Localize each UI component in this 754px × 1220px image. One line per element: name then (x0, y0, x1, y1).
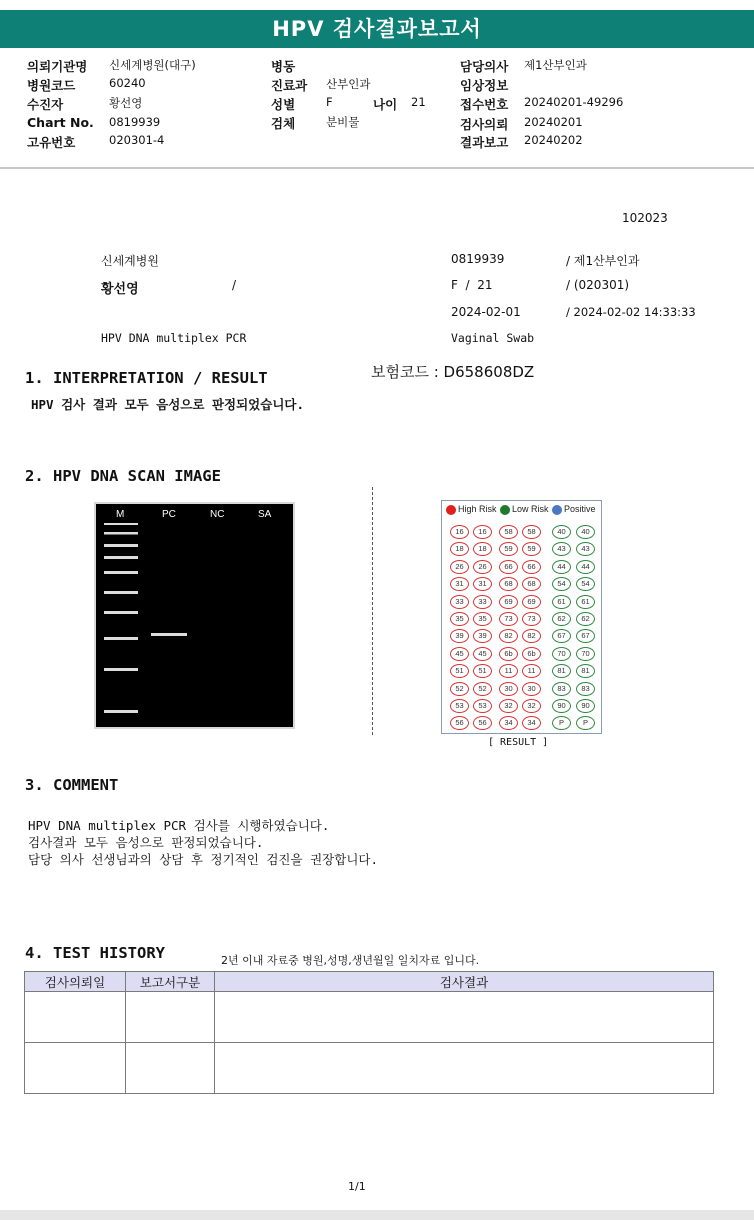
hpv-type-marker: 6b (499, 647, 518, 661)
legend-positive: Positive (564, 504, 596, 514)
history-col-report-type: 보고서구분 (126, 972, 215, 992)
hpv-type-marker: 90 (552, 699, 571, 713)
info-date1: 2024-02-01 (451, 305, 521, 319)
history-col-result: 검사결과 (215, 972, 714, 992)
hpv-type-marker: 11 (499, 664, 518, 678)
receipt-label: 접수번호 (460, 97, 509, 112)
hpv-scan-panel (441, 500, 602, 734)
hpv-type-marker: 40 (552, 525, 571, 539)
info-hospital: 신세계병원 (101, 254, 159, 268)
hpv-type-marker: 54 (576, 577, 595, 591)
report-number: 102023 (622, 211, 668, 225)
doctor-label: 담당의사 (460, 59, 509, 74)
hpv-type-marker: 39 (450, 629, 469, 643)
hpv-type-marker: 73 (499, 612, 518, 626)
hpv-type-marker: 32 (499, 699, 518, 713)
page-number: 1/1 (348, 1180, 366, 1193)
hpv-type-marker: 51 (473, 664, 492, 678)
hpv-type-marker: 33 (450, 595, 469, 609)
history-note: 2년 이내 자료중 병원,성명,생년월일 일치자료 입니다. (221, 954, 480, 967)
id-label: 고유번호 (27, 135, 76, 150)
hpv-type-marker: 53 (473, 699, 492, 713)
positive-dot (552, 505, 562, 515)
request-value: 20240201 (524, 115, 583, 129)
hpv-type-marker: 82 (522, 629, 541, 643)
hpv-type-marker: 26 (450, 560, 469, 574)
patient-label: 수진자 (27, 97, 64, 112)
info-specimen: Vaginal Swab (451, 331, 535, 345)
high-risk-dot (446, 505, 456, 515)
hpv-type-marker: 51 (450, 664, 469, 678)
info-name-slash: / (232, 278, 237, 292)
hpv-type-marker: 70 (552, 647, 571, 661)
legend-high-risk: High Risk (458, 504, 497, 514)
hpv-type-marker: 45 (450, 647, 469, 661)
table-row (25, 992, 714, 1043)
hpv-type-marker: 56 (450, 716, 469, 730)
hpv-type-marker: 62 (552, 612, 571, 626)
section-1-title: 1. INTERPRETATION / RESULT (25, 369, 268, 387)
table-cell (25, 1043, 126, 1094)
hpv-type-marker: 61 (552, 595, 571, 609)
hpv-type-marker: 83 (576, 682, 595, 696)
hpv-type-marker: 68 (499, 577, 518, 591)
hpv-type-marker: 44 (576, 560, 595, 574)
marker-band (104, 611, 138, 614)
specimen-value: 분비물 (326, 115, 360, 129)
doctor-value: 제1산부인과 (524, 58, 587, 72)
hpv-type-marker: 52 (473, 682, 492, 696)
table-cell (25, 992, 126, 1043)
info-sex-age: F / 21 (451, 278, 493, 292)
hpv-type-marker: 54 (552, 577, 571, 591)
table-row (25, 1043, 714, 1094)
hpv-type-marker: 39 (473, 629, 492, 643)
hpv-type-marker: 90 (576, 699, 595, 713)
section-4-title: 4. TEST HISTORY (25, 944, 165, 962)
hpv-type-marker: 66 (499, 560, 518, 574)
hpv-type-marker: 62 (576, 612, 595, 626)
dept-value: 산부인과 (326, 77, 371, 91)
hpv-type-marker: 69 (499, 595, 518, 609)
hpv-type-marker: 68 (522, 577, 541, 591)
hpv-type-marker: 35 (473, 612, 492, 626)
report-title: HPV 검사결과보고서 (0, 10, 754, 48)
marker-band (104, 710, 138, 713)
header-divider (0, 167, 754, 169)
age-value: 21 (411, 95, 426, 109)
hpv-type-marker: P (552, 716, 571, 730)
clinical-label: 임상정보 (460, 78, 509, 93)
hpv-type-marker: 16 (473, 525, 492, 539)
section-2-title: 2. HPV DNA SCAN IMAGE (25, 467, 221, 485)
hpv-type-marker: 58 (522, 525, 541, 539)
hpv-type-marker: 59 (499, 542, 518, 556)
marker-band (104, 523, 138, 525)
hpv-type-marker: P (576, 716, 595, 730)
ward-label: 병동 (271, 59, 296, 74)
hpv-type-marker: 6b (522, 647, 541, 661)
hpv-type-marker: 81 (552, 664, 571, 678)
pc-band (151, 633, 187, 636)
hpv-type-marker: 30 (522, 682, 541, 696)
scan-caption: [ RESULT ] (488, 737, 549, 748)
hpv-type-marker: 52 (450, 682, 469, 696)
marker-band (104, 668, 138, 671)
history-header-row (25, 972, 714, 992)
sex-label: 성별 (271, 97, 296, 112)
hpv-type-marker: 70 (576, 647, 595, 661)
id-value: 020301-4 (109, 133, 165, 147)
insurance-code: 보험코드 : D658608DZ (371, 363, 535, 381)
hpv-type-marker: 34 (499, 716, 518, 730)
result-label: 결과보고 (460, 135, 509, 150)
lane-label-m: M (116, 509, 125, 520)
specimen-label: 검체 (271, 116, 296, 131)
hpv-type-marker: 26 (473, 560, 492, 574)
code-value: 60240 (109, 76, 146, 90)
comment-line: HPV DNA multiplex PCR 검사를 시행하였습니다. (28, 818, 330, 833)
hpv-type-marker: 53 (450, 699, 469, 713)
hpv-type-marker: 58 (499, 525, 518, 539)
history-col-request-date: 검사의뢰일 (25, 972, 126, 992)
request-label: 검사의뢰 (460, 117, 509, 132)
marker-band (104, 571, 138, 574)
hpv-type-marker: 67 (552, 629, 571, 643)
marker-band (104, 544, 138, 547)
comment-line: 검사결과 모두 음성으로 판정되었습니다. (28, 835, 264, 850)
table-cell (126, 992, 215, 1043)
hpv-type-marker: 43 (552, 542, 571, 556)
hpv-type-marker: 59 (522, 542, 541, 556)
section-1-result: HPV 검사 결과 모두 음성으로 판정되었습니다. (31, 397, 305, 412)
chart-label: Chart No. (27, 115, 94, 130)
hpv-type-marker: 66 (522, 560, 541, 574)
hpv-type-marker: 11 (522, 664, 541, 678)
hpv-type-marker: 56 (473, 716, 492, 730)
lane-label-nc: NC (210, 509, 225, 520)
patient-value: 황선영 (109, 96, 143, 110)
hospital-label: 의뢰기관명 (27, 59, 88, 74)
section-3-title: 3. COMMENT (25, 776, 119, 794)
table-cell (215, 992, 714, 1043)
hpv-type-marker: 18 (473, 542, 492, 556)
gel-image (94, 502, 295, 729)
hpv-type-marker: 43 (576, 542, 595, 556)
hpv-type-marker: 16 (450, 525, 469, 539)
receipt-value: 20240201-49296 (524, 95, 624, 109)
dept-label: 진료과 (271, 78, 308, 93)
hpv-type-marker: 69 (522, 595, 541, 609)
hpv-type-marker: 81 (576, 664, 595, 678)
history-table (24, 971, 714, 1094)
info-method: HPV DNA multiplex PCR (101, 331, 247, 345)
marker-band (104, 637, 138, 640)
hpv-type-marker: 34 (522, 716, 541, 730)
age-label: 나이 (373, 97, 398, 112)
hpv-type-marker: 83 (552, 682, 571, 696)
marker-band (104, 532, 138, 535)
table-cell (215, 1043, 714, 1094)
hpv-type-marker: 33 (473, 595, 492, 609)
hpv-type-marker: 31 (450, 577, 469, 591)
hpv-type-marker: 32 (522, 699, 541, 713)
hpv-type-marker: 18 (450, 542, 469, 556)
marker-band (104, 591, 138, 594)
hpv-type-marker: 67 (576, 629, 595, 643)
lane-label-pc: PC (162, 509, 176, 520)
hospital-value: 신세계병원(대구) (109, 58, 196, 72)
info-date2: / 2024-02-02 14:33:33 (566, 305, 696, 319)
hpv-type-marker: 61 (576, 595, 595, 609)
info-chart: 0819939 (451, 252, 505, 266)
legend-low-risk: Low Risk (512, 504, 549, 514)
table-cell (126, 1043, 215, 1094)
hpv-type-marker: 73 (522, 612, 541, 626)
info-id: / (020301) (566, 278, 630, 292)
chart-value: 0819939 (109, 115, 161, 129)
gel-bands (96, 504, 293, 727)
hpv-type-marker: 44 (552, 560, 571, 574)
low-risk-dot (500, 505, 510, 515)
hpv-type-marker: 30 (499, 682, 518, 696)
sex-value: F (326, 95, 333, 109)
info-name: 황선영 (101, 282, 139, 297)
hpv-type-marker: 45 (473, 647, 492, 661)
hpv-type-marker: 40 (576, 525, 595, 539)
footer-bar (0, 1210, 754, 1220)
scan-divider (372, 487, 373, 735)
code-label: 병원코드 (27, 78, 76, 93)
hpv-type-marker: 31 (473, 577, 492, 591)
lane-label-sa: SA (258, 509, 272, 520)
hpv-type-marker: 82 (499, 629, 518, 643)
info-dept: / 제1산부인과 (566, 254, 640, 268)
marker-band (104, 556, 138, 559)
result-value: 20240202 (524, 133, 583, 147)
comment-line: 담당 의사 선생님과의 상담 후 정기적인 검진을 권장합니다. (28, 852, 379, 867)
hpv-type-marker: 35 (450, 612, 469, 626)
